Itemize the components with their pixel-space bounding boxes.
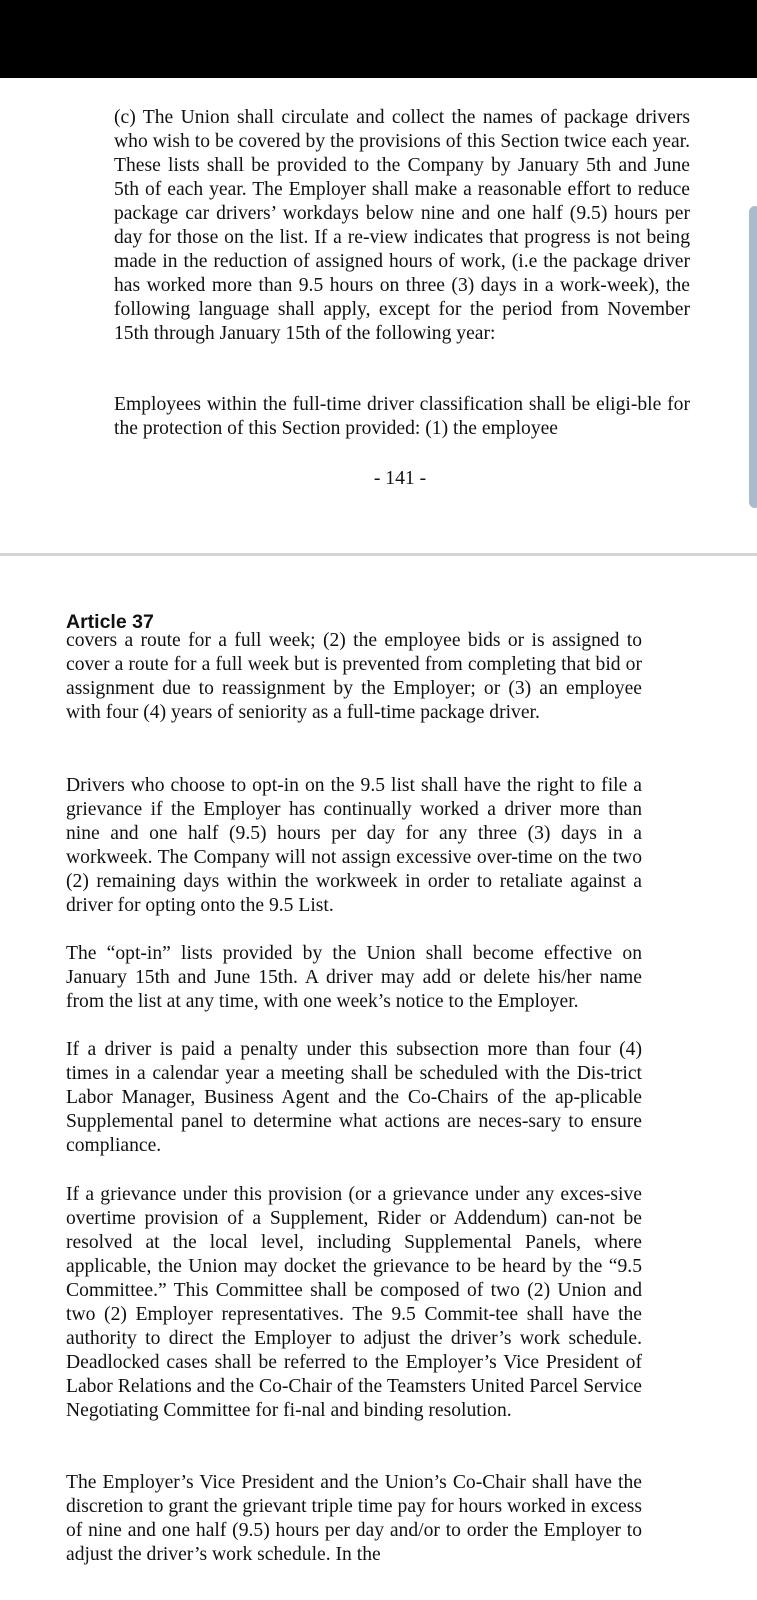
paragraph-c-opt-in-lists: (c) The Union shall circulate and collect the names of package drivers who wish to be covered by the provisions of this Section twice each year. These lists shall be provided to the Company by January 5th and June 5th of each year. The Employer shall make a reasonable effort to reduce package car drivers’ workdays below nine and one half (9.5) hours per day for those on the list. If a re-view indicates that progress is not being made in the reduction of assigned hours of work, (i.e the package driver has worked more than 9.5 hours on three (3) days in a work-week), the following language shall apply, except for the period from November 15th through January 15th of the following year: xyxy=(114,107,690,344)
document-page-141[interactable] xyxy=(0,78,757,554)
page-number: - 141 - xyxy=(373,468,427,489)
paragraph-triple-time: The Employer’s Vice President and the Union’s Co-Chair shall have the discretion to grant the grievant triple time pay for hours worked in excess of nine and one half (9.5) hours per day and/or to order the Employer to adjust the driver’s work schedule. In the xyxy=(66,1472,642,1565)
paragraph-eligibility-start: Employees within the full-time driver classification shall be eligi-ble for the protection of this Section provided: (1) the employee xyxy=(114,394,690,439)
paragraph-penalty-meeting: If a driver is paid a penalty under this subsection more than four (4) times in a calendar year a meeting shall be scheduled with the Dis-trict Labor Manager, Business Agent and the Co-Chairs of the ap-plicable Supplemental panel to determine what actions are neces-sary to ensure compliance. xyxy=(66,1039,642,1156)
document-page-142[interactable] xyxy=(0,556,757,1600)
paragraph-9-5-committee: If a grievance under this provision (or a grievance under any exces-sive overtime provision of a Supplement, Rider or Addendum) can-not be resolved at the local level, including Supplemental Panels, where applicable, the Union may docket the grievance to be heard by the “9.5 Committee.” This Committee shall be composed of two (2) Union and two (2) Employer representatives. The 9.5 Commit-tee shall have the authority to direct the Employer to adjust the driver’s work schedule. Deadlocked cases shall be referred to the Employer’s Vice President of Labor Relations and the Co-Chair of the Teamsters United Parcel Service Negotiating Committee for fi-nal and binding resolution. xyxy=(66,1184,642,1421)
status-bar xyxy=(0,0,757,78)
paragraph-grievance-right: Drivers who choose to opt-in on the 9.5 list shall have the right to file a grievance if the Employer has continually worked a driver more than nine and one half (9.5) hours per day for any three (3) days in a workweek. The Company will not assign excessive over-time on the two (2) remaining days within the workweek in order to retaliate against a driver for opting onto the 9.5 List. xyxy=(66,775,642,916)
paragraph-opt-in-effective: The “opt-in” lists provided by the Union shall become effective on January 15th and June 15th. A driver may add or delete his/her name from the list at any time, with one week’s notice to the Employer. xyxy=(66,943,642,1012)
paragraph-eligibility-continued: covers a route for a full week; (2) the employee bids or is assigned to cover a route for a full week but is prevented from completing that bid or assignment due to reassignment by the Employer; or (3) an employee with four (4) years of seniority as a full-time package driver. xyxy=(66,630,642,723)
scroll-indicator[interactable] xyxy=(749,206,757,508)
running-head-article: Article 37 xyxy=(66,611,154,633)
